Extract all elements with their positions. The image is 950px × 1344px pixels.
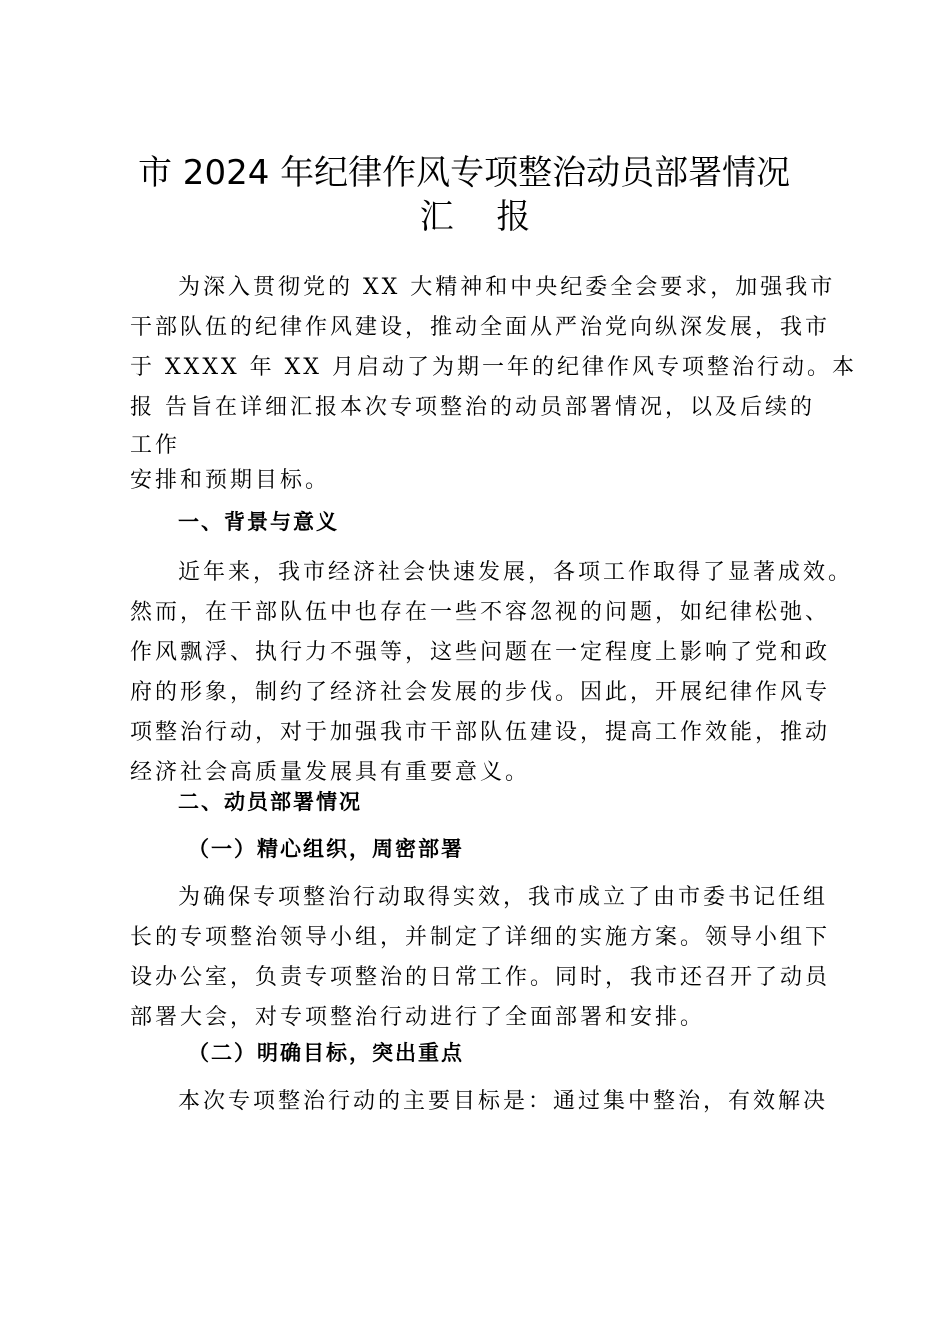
intro-line-6: 安排和预期目标。 (130, 468, 331, 493)
section-1-line-1: 近年来，我市经济社会快速发展，各项工作取得了显著成效。 (178, 560, 854, 585)
intro-line-3: 于 XXXX 年 XX 月启动了为期一年的纪律作风专项整治行动。本 (130, 355, 857, 380)
section-2-sub-2-line-1: 本次专项整治行动的主要目标是：通过集中整治，有效解决 (178, 1089, 829, 1114)
section-1-heading: 一、背景与意义 (178, 510, 339, 534)
section-1-line-5: 项整治行动，对于加强我市干部队伍建设，提高工作效能，推动 (130, 720, 831, 745)
section-2-sub-1-line-2: 长的专项整治领导小组，并制定了详细的实施方案。领导小组下 (130, 925, 831, 950)
document-title-line-2: 汇 报 (419, 197, 547, 237)
section-2-sub-1-line-4: 部署大会，对专项整治行动进行了全面部署和安排。 (130, 1005, 706, 1030)
intro-line-1: 为深入贯彻党的 XX 大精神和中央纪委全会要求，加强我市 (178, 275, 836, 300)
intro-line-2: 干部队伍的纪律作风建设，推动全面从严治党向纵深发展，我市 (130, 315, 831, 340)
section-1-line-3: 作风飘浮、执行力不强等，这些问题在一定程度上影响了党和政 (130, 640, 831, 665)
document-title-line-1: 市 2024 年纪律作风专项整治动员部署情况 (138, 153, 791, 193)
section-1-line-2: 然而，在干部队伍中也存在一些不容忽视的问题，如纪律松弛、 (130, 600, 831, 625)
intro-line-5: 工作 (130, 433, 181, 458)
section-1-line-4: 府的形象，制约了经济社会发展的步伐。因此，开展纪律作风专 (130, 680, 831, 705)
section-2-heading: 二、动员部署情况 (178, 790, 362, 814)
section-1-line-6: 经济社会高质量发展具有重要意义。 (130, 760, 531, 785)
intro-line-4: 报 告旨在详细汇报本次专项整治的动员部署情况，以及后续的 (130, 395, 815, 420)
section-2-sub-1-line-1: 为确保专项整治行动取得实效，我市成立了由市委书记任组 (178, 885, 829, 910)
section-2-sub-1-heading: （一）精心组织，周密部署 (188, 837, 464, 861)
section-2-sub-2-heading: （二）明确目标，突出重点 (188, 1041, 464, 1065)
section-2-sub-1-line-3: 设办公室，负责专项整治的日常工作。同时，我市还召开了动员 (130, 965, 831, 990)
